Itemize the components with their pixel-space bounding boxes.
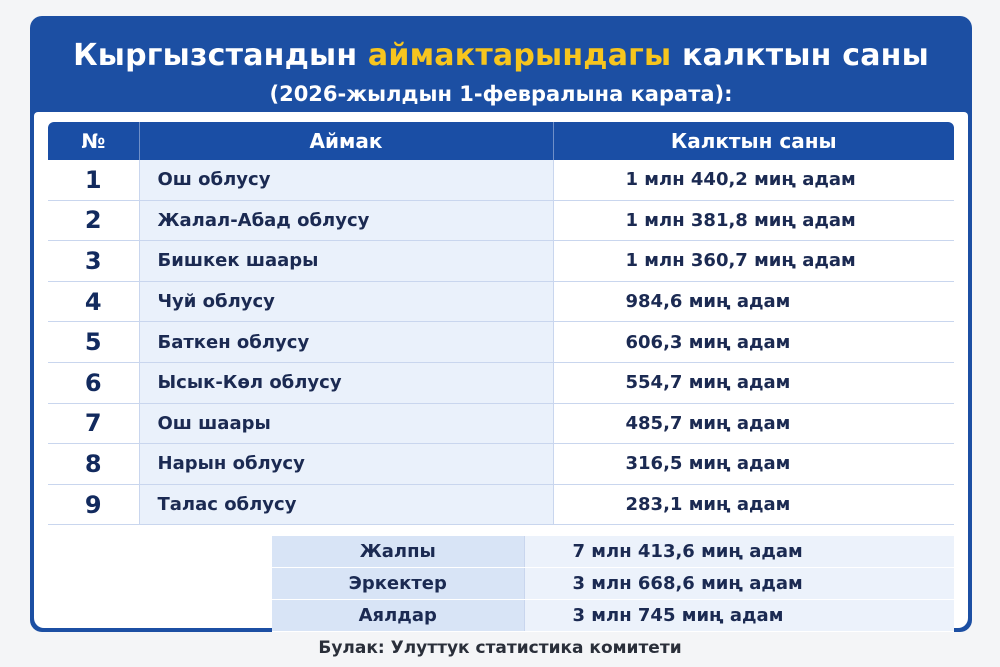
table-header-row <box>48 122 954 160</box>
summary-row-total <box>272 536 954 568</box>
row-region: Баткен облусу <box>139 322 553 363</box>
row-number: 1 <box>48 160 139 200</box>
row-population: 316,5 миң адам <box>553 444 954 485</box>
table-row <box>48 160 954 200</box>
title-highlight: аймактарындагы <box>367 38 672 73</box>
row-region: Чуй облусу <box>139 281 553 322</box>
title-part-2: калктын саны <box>671 38 929 73</box>
row-number: 9 <box>48 484 139 525</box>
table-row <box>48 444 954 485</box>
summary-value: 3 млн 745 миң адам <box>524 600 954 632</box>
row-population: 485,7 миң адам <box>553 403 954 444</box>
table-row <box>48 241 954 282</box>
summary-label: Жалпы <box>272 536 524 568</box>
row-number: 7 <box>48 403 139 444</box>
table-row <box>48 484 954 525</box>
row-region: Нарын облусу <box>139 444 553 485</box>
row-number: 3 <box>48 241 139 282</box>
row-region: Ош облусу <box>139 160 553 200</box>
summary-label: Эркектер <box>272 568 524 600</box>
row-region: Ош шаары <box>139 403 553 444</box>
header-region: Аймак <box>139 122 553 160</box>
page-subtitle: (2026-жылдын 1-февралына карата): <box>269 82 733 106</box>
row-population: 606,3 миң адам <box>553 322 954 363</box>
row-population: 1 млн 381,8 миң адам <box>553 200 954 241</box>
summary-table <box>272 536 954 632</box>
row-number: 4 <box>48 281 139 322</box>
summary-value: 7 млн 413,6 миң адам <box>524 536 954 568</box>
population-table <box>48 122 954 525</box>
table-row <box>48 200 954 241</box>
row-number: 8 <box>48 444 139 485</box>
summary-row-men <box>272 568 954 600</box>
infographic-card <box>30 16 972 632</box>
row-region: Талас облусу <box>139 484 553 525</box>
table-row <box>48 362 954 403</box>
table-row <box>48 322 954 363</box>
summary-label: Аялдар <box>272 600 524 632</box>
row-population: 283,1 миң адам <box>553 484 954 525</box>
row-region: Ысык-Көл облусу <box>139 362 553 403</box>
row-number: 6 <box>48 362 139 403</box>
row-population: 1 млн 360,7 миң адам <box>553 241 954 282</box>
source-note: Булак: Улуттук статистика комитети <box>318 638 682 658</box>
table-row <box>48 403 954 444</box>
summary-value: 3 млн 668,6 миң адам <box>524 568 954 600</box>
content-panel <box>34 112 968 628</box>
row-number: 5 <box>48 322 139 363</box>
table-row <box>48 281 954 322</box>
row-region: Бишкек шаары <box>139 241 553 282</box>
row-population: 554,7 миң адам <box>553 362 954 403</box>
header-number: № <box>48 122 139 160</box>
header-population: Калктын саны <box>553 122 954 160</box>
row-population: 1 млн 440,2 миң адам <box>553 160 954 200</box>
row-population: 984,6 миң адам <box>553 281 954 322</box>
summary-row-women <box>272 600 954 632</box>
row-number: 2 <box>48 200 139 241</box>
title-part-1: Кыргызстандын <box>73 38 368 73</box>
row-region: Жалал-Абад облусу <box>139 200 553 241</box>
page-title <box>30 38 972 73</box>
